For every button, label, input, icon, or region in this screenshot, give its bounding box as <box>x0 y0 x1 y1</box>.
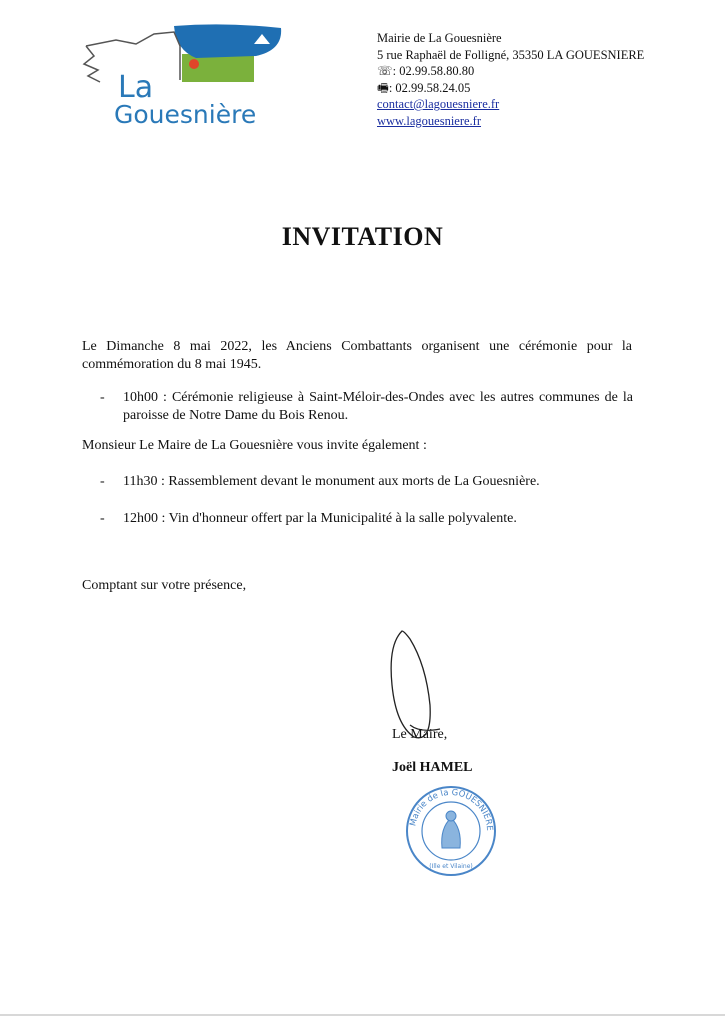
bullet-marker: - <box>100 474 105 489</box>
bullet-marker: - <box>100 511 105 526</box>
stamp-subtext: (Ille et Vilaine) <box>429 863 473 870</box>
stamp-figure-head <box>446 811 456 821</box>
bullet-item-gathering: 11h30 : Rassemblement devant le monument aux morts de La Gouesnière. <box>123 474 540 489</box>
signature-name: Joël HAMEL <box>392 760 473 775</box>
municipality-logo <box>76 20 288 132</box>
page-bottom-rule <box>0 1014 725 1016</box>
stamp-figure <box>442 818 461 848</box>
logo-text-la: La <box>118 70 154 105</box>
signature-role: Le Maire, <box>392 727 448 742</box>
fax-line <box>377 80 644 97</box>
bullet-item-reception: 12h00 : Vin d'honneur offert par la Municipalité à la salle polyvalente. <box>123 511 517 526</box>
phone-icon: ☏ <box>377 64 393 78</box>
mairie-stamp <box>404 784 498 878</box>
page-title: INVITATION <box>281 222 444 251</box>
logo-text-gouesniere: Gouesnière <box>114 100 257 129</box>
fax-icon: 🖷 <box>377 80 389 95</box>
letterhead-address <box>377 30 644 129</box>
bullet-item-ceremony: 10h00 : Cérémonie religieuse à Saint-Méloir-des-Ondes avec les autres communes de la paroisse de Notre Dame du Bois Renou. <box>123 390 633 423</box>
email-link[interactable]: contact@lagouesniere.fr <box>377 97 500 111</box>
logo-red-dot <box>189 59 199 69</box>
fax-number: : 02.99.58.24.05 <box>388 80 471 95</box>
bullet-marker: - <box>100 390 105 405</box>
phone-line <box>377 63 644 80</box>
closing-line: Comptant sur votre présence, <box>82 578 247 593</box>
invitation-paragraph: Monsieur Le Maire de La Gouesnière vous invite également : <box>82 438 427 453</box>
website-link[interactable]: www.lagouesniere.fr <box>377 113 482 128</box>
intro-paragraph: Le Dimanche 8 mai 2022, les Anciens Combattants organisent une cérémonie pour la commémoration du 8 mai 1945. <box>82 339 632 372</box>
mairie-address: 5 rue Raphaël de Folligné, 35350 LA GOUESNIERE <box>377 47 645 62</box>
phone-number: : 02.99.58.80.80 <box>392 64 475 78</box>
stamp-text: Mairie de la GOUESNIERE <box>408 787 495 832</box>
mairie-name: Mairie de La Gouesnière <box>377 31 502 45</box>
